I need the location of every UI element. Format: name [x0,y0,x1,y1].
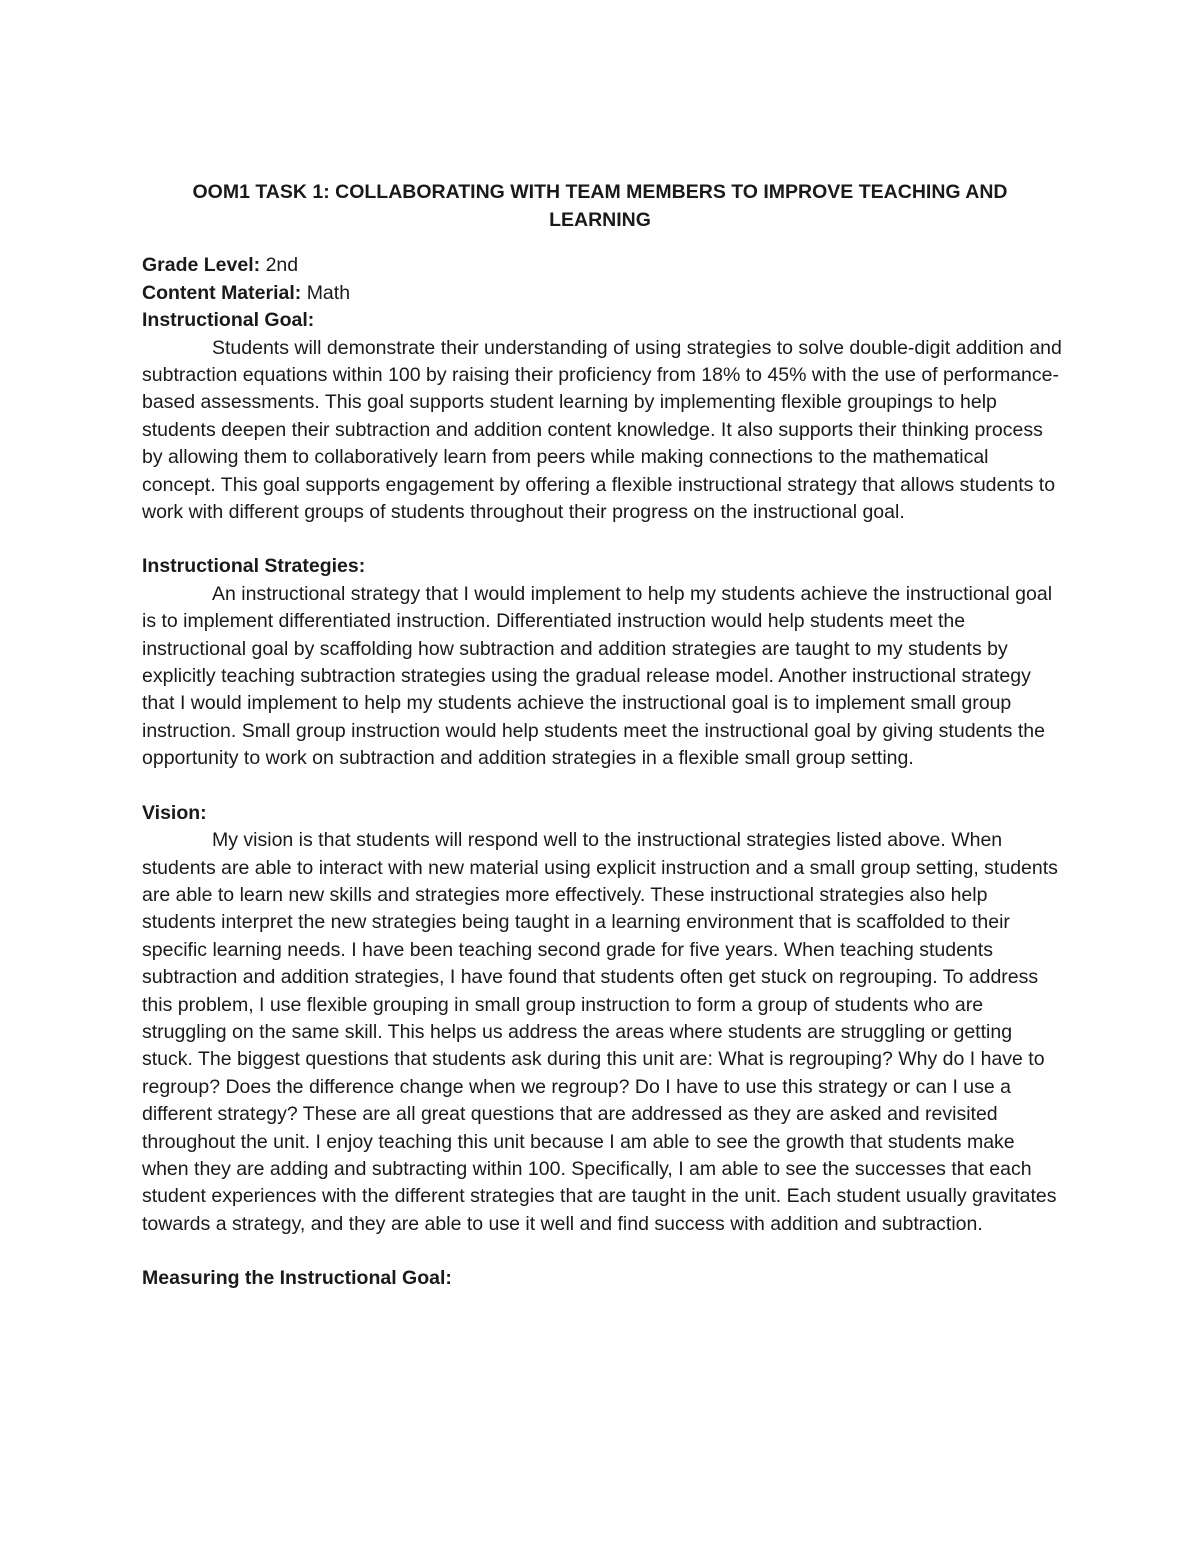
grade-level-value: 2nd [265,254,299,276]
grade-level-label: Grade Level: [142,254,261,276]
section-heading: Vision: [142,801,207,824]
content-material-field [142,280,1062,308]
section-body: Students will demonstrate their understanding of using strategies to solve double-digit addition and subtraction equations within 100 by raising their proficiency from 18% to 45% with the use of performance-based assessments. This goal supports student learning by implementing flexible groupings to help students deepen their subtraction and addition content knowledge. It also supports their thinking process by allowing them to collaboratively learn from peers while making connections to the mathematical concept. This goal supports engagement by offering a flexible instructional strategy that allows students to work with different groups of students throughout their progress on the instructional goal. [142,336,1062,523]
document-page [142,178,1062,1293]
content-material-label: Content Material: [142,281,302,304]
section-heading: Instructional Strategies: [142,555,366,578]
section-heading: Measuring the Instructional Goal: [142,1267,452,1290]
section-heading: Instructional Goal: [142,309,315,331]
section-measuring-instructional-goal [142,1265,1062,1293]
grade-level-field [142,252,1062,280]
content-material-value: Math [306,281,351,304]
document-title: OOM1 TASK 1: COLLABORATING WITH TEAM MEMBERS TO IMPROVE TEACHING AND LEARNING [192,181,1008,231]
section-body: An instructional strategy that I would implement to help my students achieve the instructional goal is to implement differentiated instruction. Differentiated instruction would help students meet the instructional goal by scaffolding how subtraction and addition strategies are taught to my students by explicitly teaching subtraction strategies using the gradual release model. Another instructional strategy that I would implement to help my students achieve the instructional goal is to implement small group instruction. Small group instruction would help students meet the instructional goal by giving students the opportunity to work on subtraction and addition strategies in a flexible small group setting. [142,582,1053,770]
section-instructional-strategies [142,553,1062,772]
section-instructional-goal [142,307,1062,526]
section-vision [142,800,1062,1239]
section-body: My vision is that students will respond well to the instructional strategies listed above. When students are able to interact with new material using explicit instruction and a small group setting, students are able to learn new skills and strategies more effectively. These instructional strategies also help students interpret the new strategies being taught in a learning environment that is scaffolded to their specific learning needs. I have been teaching second grade for five years. When teaching students subtraction and addition strategies, I have found that students often get stuck on regrouping. To address this problem, I use flexible grouping in small group instruction to form a group of students who are struggling on the same skill. This helps us address the areas where students are struggling or getting stuck. The biggest questions that students ask during this unit are: What is regrouping? Why do I have to regroup? Does the difference change when we regroup? Do I have to use this strategy or can I use a different strategy? These are all great questions that are addressed as they are asked and revisited throughout the unit. I enjoy teaching this unit because I am able to see the growth that students make when they are adding and subtracting within 100. Specifically, I am able to see the successes that each student experiences with the different strategies that are taught in the unit. Each student usually gravitates towards a strategy, and they are able to use it well and find success with addition and subtraction. [142,829,1058,1235]
